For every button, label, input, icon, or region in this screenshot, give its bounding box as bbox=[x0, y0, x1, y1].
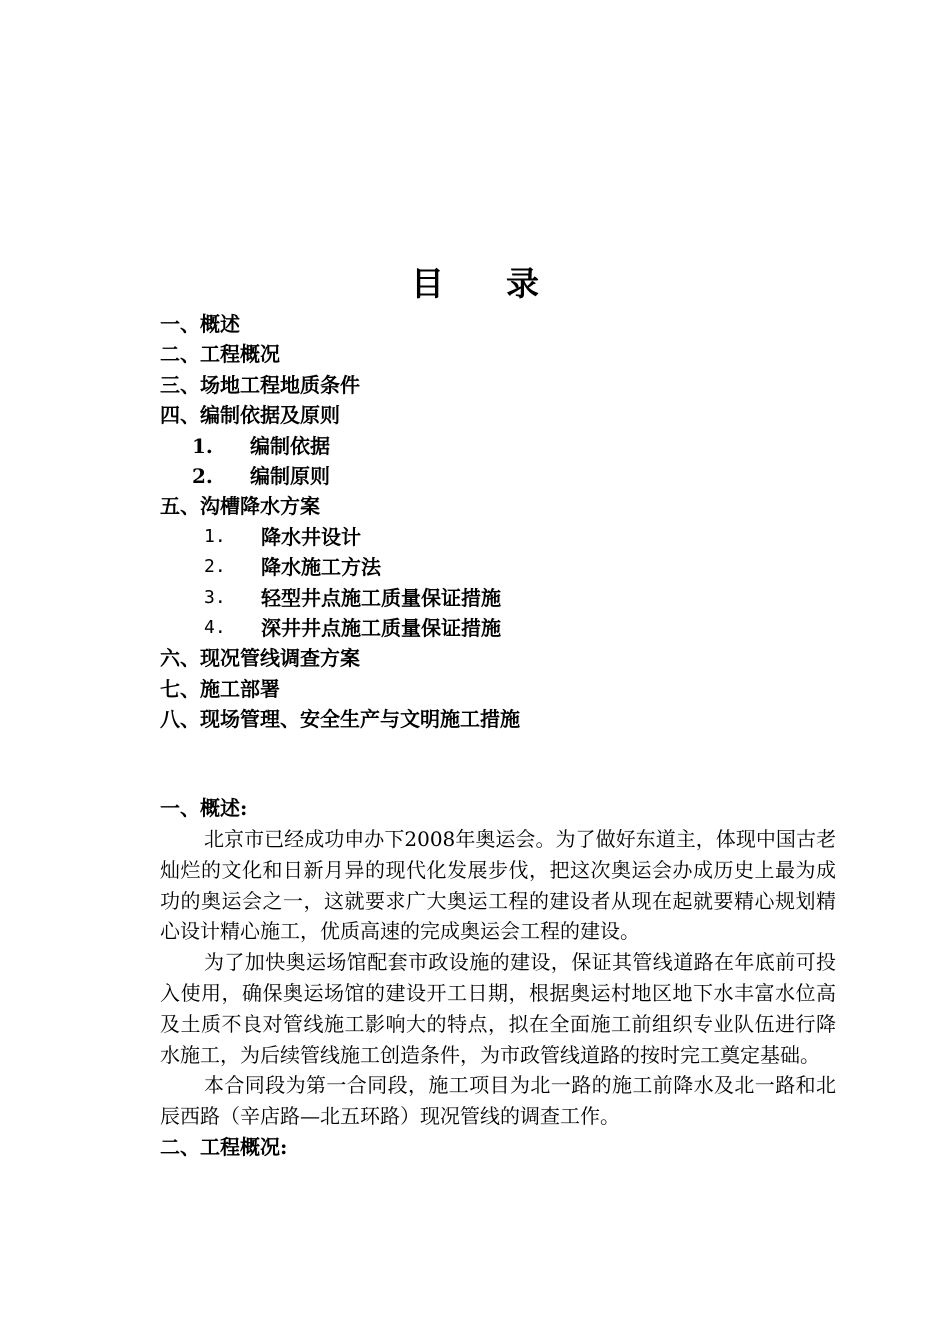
section-heading: 二、工程概况: bbox=[160, 1134, 288, 1159]
toc-item-label: 编制原则 bbox=[250, 463, 330, 488]
table-of-contents bbox=[160, 309, 840, 734]
paragraph: 为了加快奥运场馆配套市政设施的建设，保证其管线道路在年底前可投入使用，确保奥运场馆的建设开工日期，根据奥运村地区地下水丰富水位高及土质不良对管线施工影响大的特点，拟在全面施工前组织专业队伍进行降水施工，为后续管线施工创造条件，为市政管线道路的按时完工奠定基础。 bbox=[160, 950, 836, 1067]
toc-item-label: 深井井点施工质量保证措施 bbox=[261, 615, 501, 640]
toc-item-label: 编制依据 bbox=[250, 433, 330, 458]
toc-item-number: 4. bbox=[204, 616, 226, 638]
toc-item-label: 二、工程概况 bbox=[160, 342, 280, 367]
toc-item-label: 四、编制依据及原则 bbox=[160, 403, 340, 428]
toc-subitem[interactable] bbox=[160, 522, 840, 552]
toc-item-label: 七、施工部署 bbox=[160, 676, 280, 701]
toc-item-number: 1. bbox=[204, 525, 226, 547]
toc-item-number: 1. bbox=[192, 433, 213, 458]
toc-subitem[interactable] bbox=[160, 583, 840, 613]
toc-item[interactable] bbox=[160, 400, 840, 430]
toc-item-label: 五、沟槽降水方案 bbox=[160, 494, 320, 519]
toc-subitem[interactable] bbox=[160, 552, 840, 582]
toc-item-label: 八、现场管理、安全生产与文明施工措施 bbox=[160, 707, 520, 732]
toc-item[interactable] bbox=[160, 704, 840, 734]
toc-item[interactable] bbox=[160, 674, 840, 704]
toc-item[interactable] bbox=[160, 339, 840, 369]
toc-item[interactable] bbox=[160, 491, 840, 521]
toc-item[interactable] bbox=[160, 643, 840, 673]
toc-item-label: 三、场地工程地质条件 bbox=[160, 372, 360, 397]
toc-item-number: 3. bbox=[204, 586, 226, 608]
toc-item-label: 六、现况管线调查方案 bbox=[160, 646, 360, 671]
title-part-2: 录 bbox=[506, 264, 539, 303]
toc-item-number: 2. bbox=[192, 463, 213, 488]
toc-subitem[interactable] bbox=[160, 613, 840, 643]
paragraph: 北京市已经成功申办下2008年奥运会。为了做好东道主，体现中国古老灿烂的文化和日新月异的现代化发展步伐，把这次奥运会办成历史上最为成功的奥运会之一，这就要求广大奥运工程的建设者从现在起就要精心规划精心设计精心施工，优质高速的完成奥运会工程的建设。 bbox=[160, 827, 836, 944]
toc-item-label: 一、概述 bbox=[160, 312, 240, 336]
toc-item-number: 2. bbox=[204, 556, 226, 578]
toc-item-label: 轻型井点施工质量保证措施 bbox=[261, 585, 501, 610]
toc-item-label: 降水施工方法 bbox=[261, 555, 381, 580]
toc-subitem[interactable] bbox=[160, 431, 840, 461]
title-part-1: 目 bbox=[411, 264, 444, 303]
page-title bbox=[0, 258, 950, 305]
toc-item[interactable] bbox=[160, 309, 840, 339]
paragraph: 本合同段为第一合同段，施工项目为北一路的施工前降水及北一路和北辰西路（辛店路—北五环路）现况管线的调查工作。 bbox=[160, 1073, 836, 1129]
toc-subitem[interactable] bbox=[160, 461, 840, 491]
section-overview bbox=[160, 793, 836, 1163]
toc-item[interactable] bbox=[160, 370, 840, 400]
section-heading: 一、概述: bbox=[160, 796, 248, 820]
toc-item-label: 降水井设计 bbox=[261, 524, 361, 549]
